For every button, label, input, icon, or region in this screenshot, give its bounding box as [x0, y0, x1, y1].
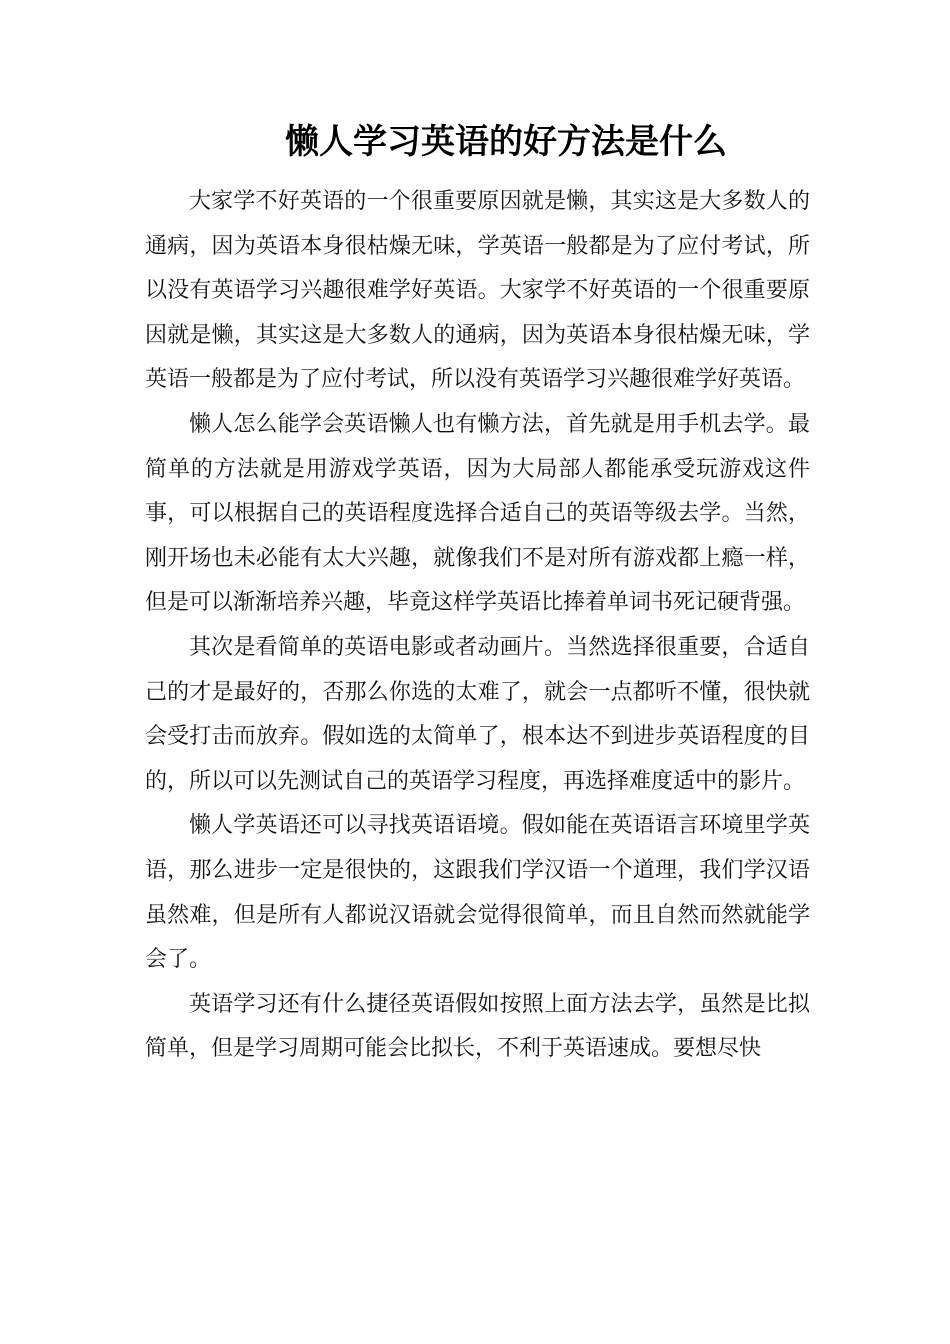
paragraph-2: 懒人怎么能学会英语懒人也有懒方法，首先就是用手机去学。最简单的方法就是用游戏学英语，因为大局部人都能承受玩游戏这件事，可以根据自己的英语程度选择合适自己的英语等级去学。当然，刚开场也未必能有太大兴趣，就像我们不是对所有游戏都上瘾一样，但是可以渐渐培养兴趣，毕竟这样学英语比捧着单词书死记硬背强。	[145, 411, 810, 616]
paragraph-1: 大家学不好英语的一个很重要原因就是懒，其实这是大多数人的通病，因为英语本身很枯燥无味，学英语一般都是为了应付考试，所以没有英语学习兴趣很难学好英语。大家学不好英语的一个很重要原因就是懒，其实这是大多数人的通病，因为英语本身很枯燥无味，学英语一般都是为了应付考试，所以没有英语学习兴趣很难学好英语。	[145, 189, 810, 393]
paragraph-3: 其次是看简单的英语电影或者动画片。当然选择很重要，合适自己的才是最好的，否那么你选的太难了，就会一点都听不懂，很快就会受打击而放弃。假如选的太简单了，根本达不到进步英语程度的目的，所以可以先测试自己的英语学习程度，再选择难度适中的影片。	[145, 634, 810, 794]
document-body	[145, 180, 810, 1072]
document-title: 懒人学习英语的好方法是什么	[285, 122, 727, 162]
paragraph-4: 懒人学英语还可以寻找英语语境。假如能在英语语言环境里学英语，那么进步一定是很快的，这跟我们学汉语一个道理，我们学汉语虽然难，但是所有人都说汉语就会觉得很简单，而且自然而然就能学会了。	[145, 813, 810, 973]
paragraph-5: 英语学习还有什么捷径英语假如按照上面方法去学，虽然是比拟简单，但是学习周期可能会比拟长，不利于英语速成。要想尽快	[145, 991, 810, 1062]
